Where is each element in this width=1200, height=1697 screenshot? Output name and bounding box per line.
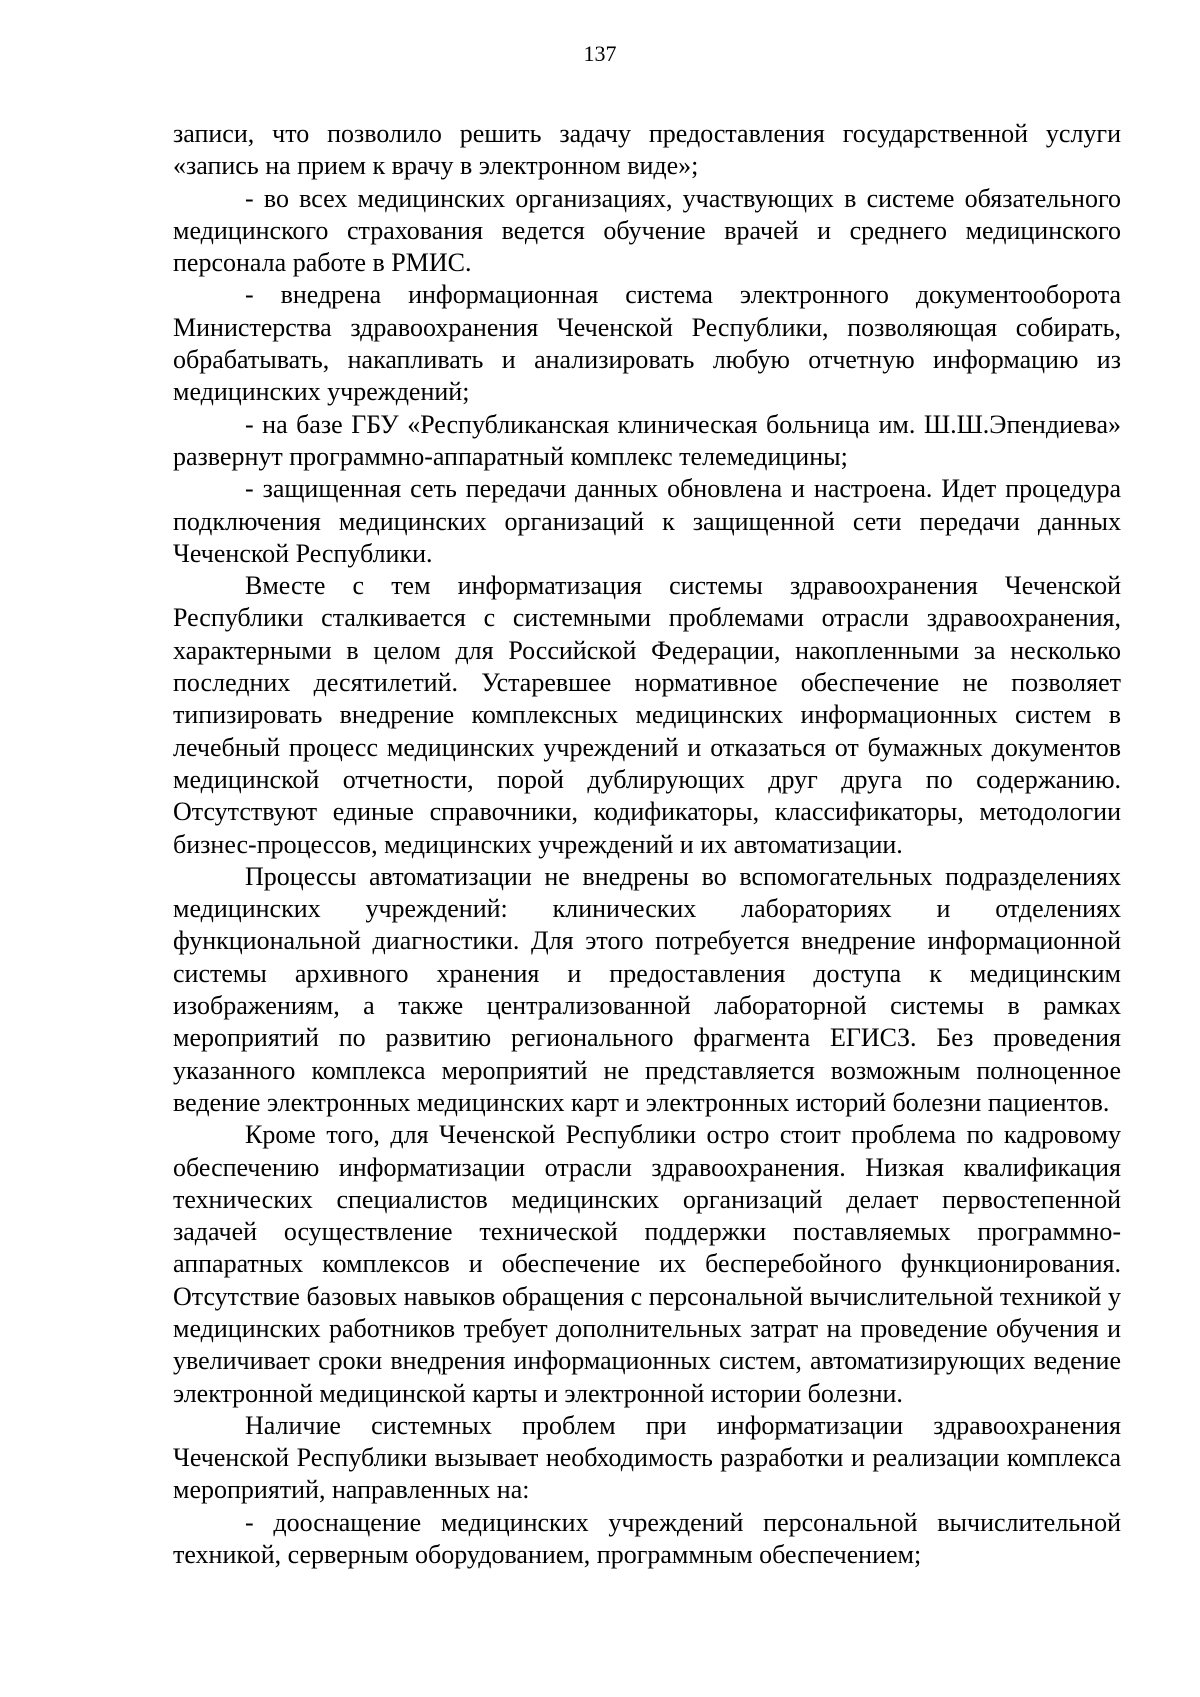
document-body	[173, 118, 1121, 1571]
paragraph: Вместе с тем информатизация системы здравоохранения Чеченской Республики сталкивается с системными проблемами отрасли здравоохранения, характерными в целом для Российской Федерации, накопленными за несколько последних десятилетий. Устаревшее нормативное обеспечение не позволяет типизировать внедрение комплексных медицинских информационных систем в лечебный процесс медицинских учреждений и отказаться от бумажных документов медицинской отчетности, порой дублирующих друг друга по содержанию. Отсутствуют единые справочники, кодификаторы, классификаторы, методологии бизнес-процессов, медицинских учреждений и их автоматизации.	[173, 571, 1121, 859]
page-number: 137	[583, 41, 617, 66]
paragraph: Процессы автоматизации не внедрены во вспомогательных подразделениях медицинских учреждений: клинических лабораториях и отделениях функциональной диагностики. Для этого потребуется внедрение информационной системы архивного хранения и предоставления доступа к медицинским изображениям, а также централизованной лабораторной системы в рамках мероприятий по развитию регионального фрагмента ЕГИСЗ. Без проведения указанного комплекса мероприятий не представляется возможным полноценное ведение электронных медицинских карт и электронных историй болезни пациентов.	[173, 861, 1121, 1117]
paragraph: - дооснащение медицинских учреждений персональной вычислительной техникой, серверным оборудованием, программным обеспечением;	[173, 1507, 1121, 1570]
paragraph: записи, что позволило решить задачу предоставления государственной услуги «запись на прием к врачу в электронном виде»;	[173, 119, 1121, 181]
paragraph: - во всех медицинских организациях, участвующих в системе обязательного медицинского страхования ведется обучение врачей и среднего медицинского персонала работе в РМИС.	[173, 183, 1121, 278]
paragraph: Кроме того, для Чеченской Республики остро стоит проблема по кадровому обеспечению информатизации отрасли здравоохранения. Низкая квалификация технических специалистов медицинских организаций делает первостепенной задачей осуществление технической поддержки поставляемых программно-аппаратных комплексов и обеспечение их бесперебойного функционирования. Отсутствие базовых навыков обращения с персональной вычислительной техникой у медицинских работников требует дополнительных затрат на проведение обучения и увеличивает сроки внедрения информационных систем, автоматизирующих ведение электронной медицинской карты и электронной истории болезни.	[173, 1120, 1121, 1408]
paragraph: - на базе ГБУ «Республиканская клиническая больница им. Ш.Ш.Эпендиева» развернут программно-аппаратный комплекс телемедицины;	[173, 409, 1121, 471]
paragraph: Наличие системных проблем при информатизации здравоохранения Чеченской Республики вызывает необходимость разработки и реализации комплекса мероприятий, направленных на:	[173, 1410, 1121, 1505]
paragraph: - защищенная сеть передачи данных обновлена и настроена. Идет процедура подключения медицинских организаций к защищенной сети передачи данных Чеченской Республики.	[173, 474, 1121, 568]
paragraph: - внедрена информационная система электронного документооборота Министерства здравоохранения Чеченской Республики, позволяющая собирать, обрабатывать, накапливать и анализировать любую отчетную информацию из медицинских учреждений;	[173, 280, 1121, 407]
